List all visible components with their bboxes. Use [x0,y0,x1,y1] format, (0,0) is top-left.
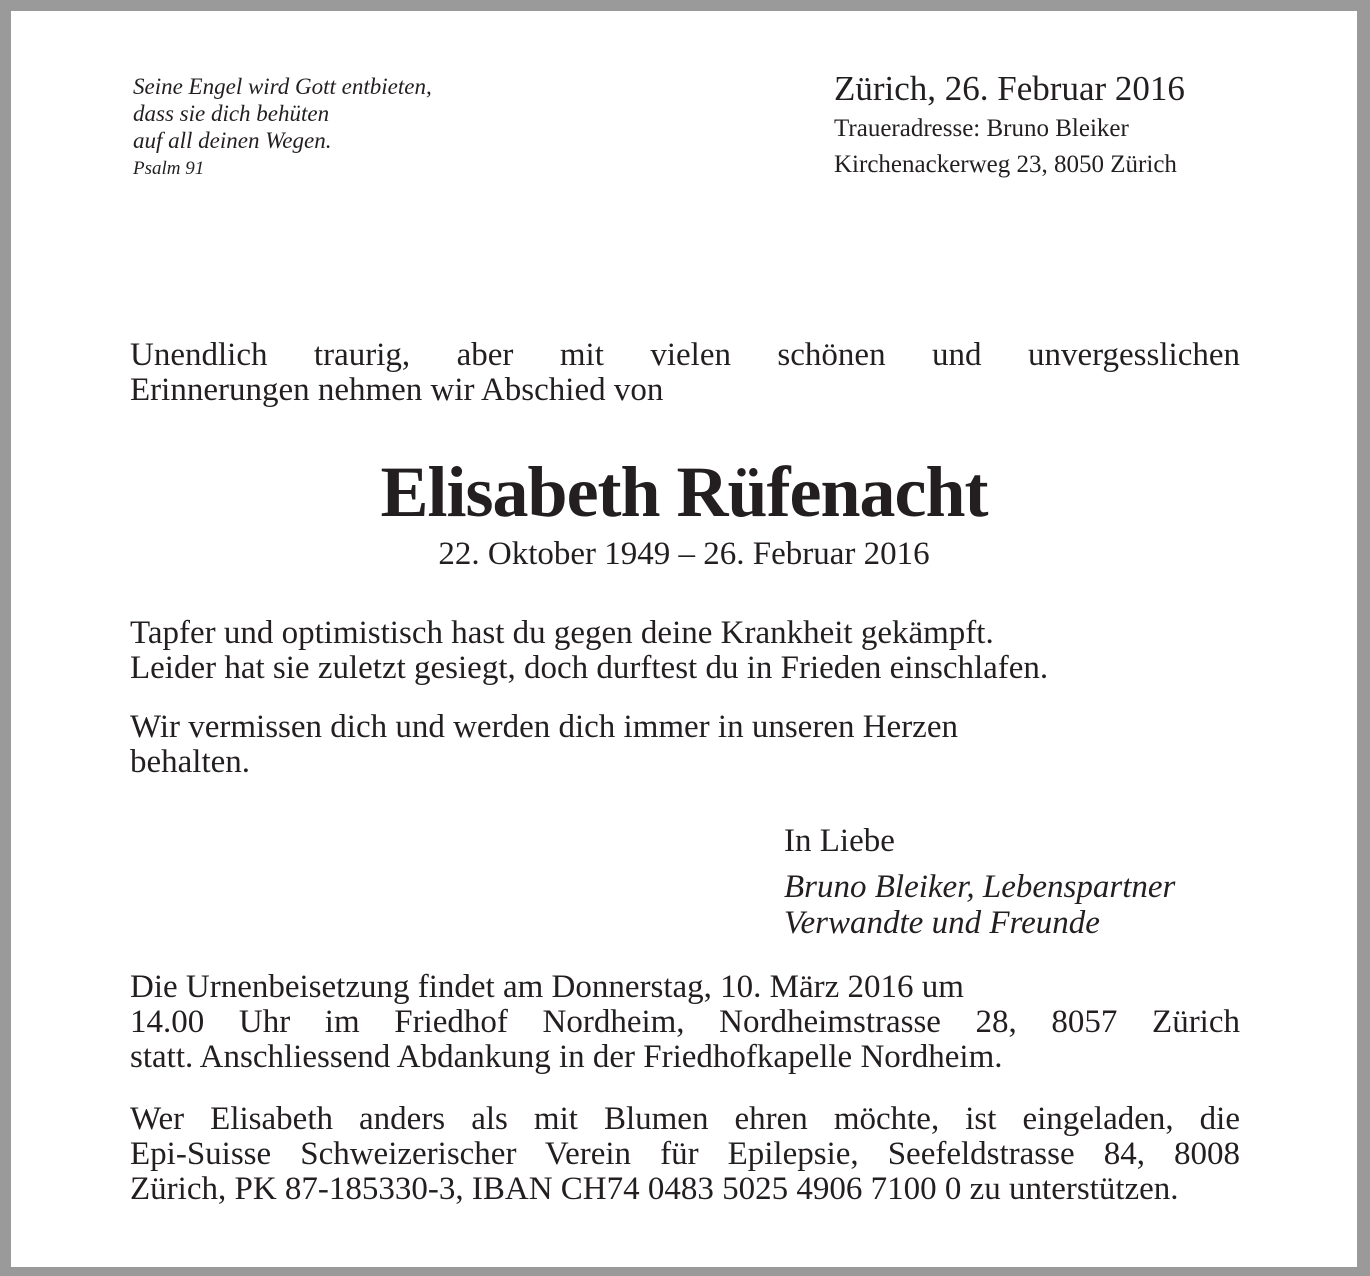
intro-line: Erinnerungen nehmen wir Abschied von [130,372,664,408]
signature-block [784,823,1175,941]
donation-details [130,1102,1240,1207]
donation-line: Zürich, PK 87-185330-3, IBAN CH74 0483 5025 4906 7100 0 zu unterstützen. [130,1171,1179,1207]
funeral-line: Die Urnenbeisetzung findet am Donnerstag, 10. März 2016 um [130,969,964,1005]
mourning-address-name: Traueradresse: Bruno Bleiker [834,115,1129,142]
paragraph-line: Tapfer und optimistisch hast du gegen deine Krankheit gekämpft. [130,615,994,651]
paragraph-line: behalten. [130,744,251,780]
place-and-address [834,67,1185,183]
intro-text [130,338,1240,408]
signature-line: Bruno Bleiker, Lebenspartner [784,869,1176,905]
paragraph-line: Wir vermissen dich und werden dich immer in unseren Herzen [130,709,958,745]
donation-line: Wer Elisabeth anders als mit Blumen ehren möchte, ist eingeladen, die [130,1101,1240,1137]
intro-line: Unendlich traurig, aber mit vielen schönen und unvergesslichen [130,337,1240,373]
place-date: Zürich, 26. Februar 2016 [834,69,1185,108]
psalm-quote-line: dass sie dich behüten [133,101,330,126]
funeral-line: statt. Anschliessend Abdankung in der Friedhofkapelle Nordheim. [130,1039,1003,1075]
signature-greeting: In Liebe [784,823,895,859]
signature-names [784,869,1175,941]
paragraph-remembrance [130,710,1240,780]
paragraph-line: Leider hat sie zuletzt gesiegt, doch durftest du in Frieden einschlafen. [130,650,1049,686]
funeral-line: 14.00 Uhr im Friedhof Nordheim, Nordheimstrasse 28, 8057 Zürich [130,1004,1240,1040]
psalm-source: Psalm 91 [133,158,205,179]
signature-line: Verwandte und Freunde [784,905,1100,941]
obituary-notice [11,11,1357,1267]
psalm-quote [133,73,432,183]
donation-line: Epi-Suisse Schweizerischer Verein für Epilepsie, Seefeldstrasse 84, 8008 [130,1136,1240,1172]
paragraph-illness [130,616,1240,686]
mourning-address-street: Kirchenackerweg 23, 8050 Zürich [834,151,1177,178]
deceased-name: Elisabeth Rüfenacht [380,452,988,532]
funeral-details [130,970,1240,1075]
psalm-quote-line: auf all deinen Wegen. [133,128,332,153]
psalm-quote-line: Seine Engel wird Gott entbieten, [133,74,432,99]
life-dates: 22. Oktober 1949 – 26. Februar 2016 [438,536,930,572]
